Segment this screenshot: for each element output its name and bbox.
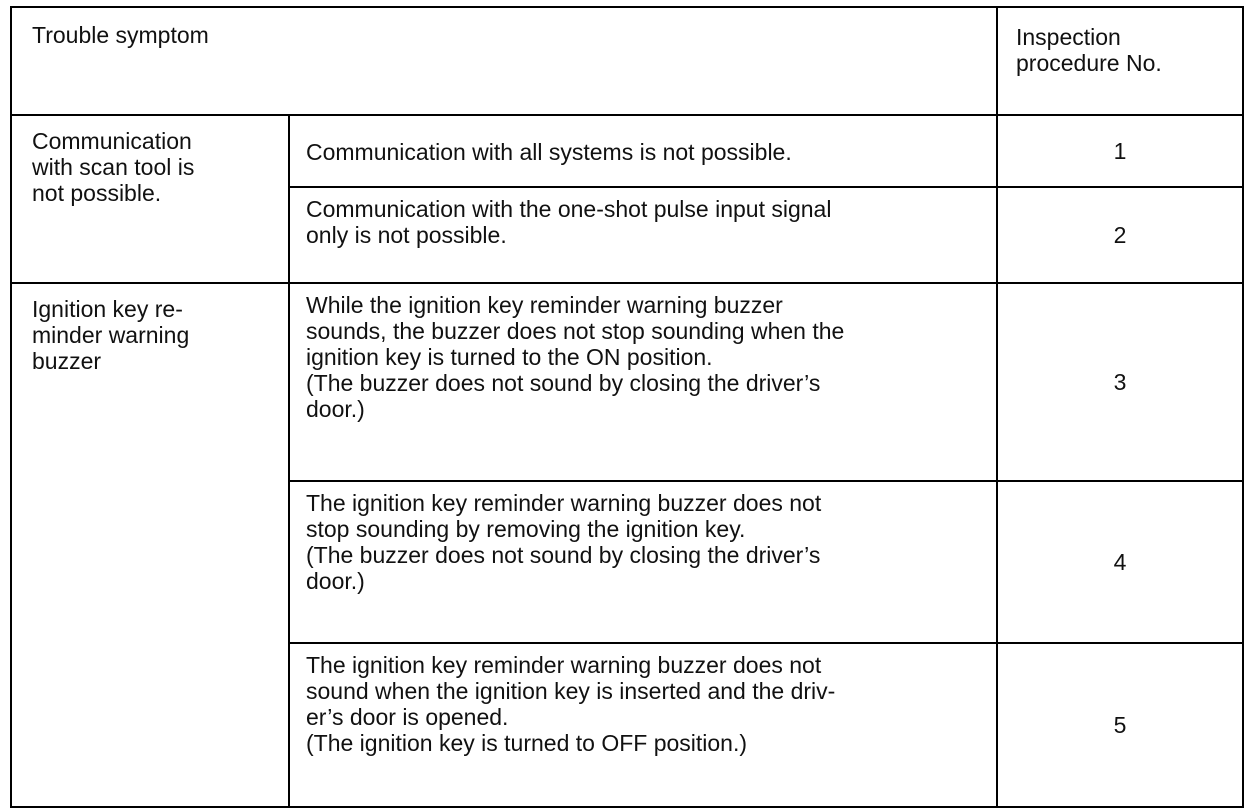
procedure-number: 5 [997, 643, 1243, 807]
table-row [11, 283, 1243, 481]
symptom-cell: While the ignition key reminder warning buzzer sounds, the buzzer does not stop sounding when the ignition key is turned to the ON position. (The buzzer does not sound by closing the driver’s door.) [289, 283, 997, 481]
header-trouble-symptom: Trouble symptom [11, 7, 997, 115]
trouble-symptom-table [10, 6, 1244, 808]
table-row [11, 115, 1243, 187]
procedure-number: 3 [997, 283, 1243, 481]
procedure-number: 1 [997, 115, 1243, 187]
procedure-number: 4 [997, 481, 1243, 643]
symptom-cell: Communication with all systems is not possible. [289, 115, 997, 187]
symptom-cell: The ignition key reminder warning buzzer does not sound when the ignition key is inserted and the driv- er’s door is opened. (The ignition key is turned to OFF position.) [289, 643, 997, 807]
procedure-number: 2 [997, 187, 1243, 283]
symptom-cell: Communication with the one-shot pulse input signal only is not possible. [289, 187, 997, 283]
table-header-row [11, 7, 1243, 115]
category-ignition-key-buzzer: Ignition key re- minder warning buzzer [11, 283, 289, 807]
symptom-cell: The ignition key reminder warning buzzer does not stop sounding by removing the ignition key. (The buzzer does not sound by closing the driver’s door.) [289, 481, 997, 643]
document-page [10, 6, 1244, 808]
category-communication: Communication with scan tool is not possible. [11, 115, 289, 283]
header-inspection-procedure: Inspection procedure No. [997, 7, 1243, 115]
